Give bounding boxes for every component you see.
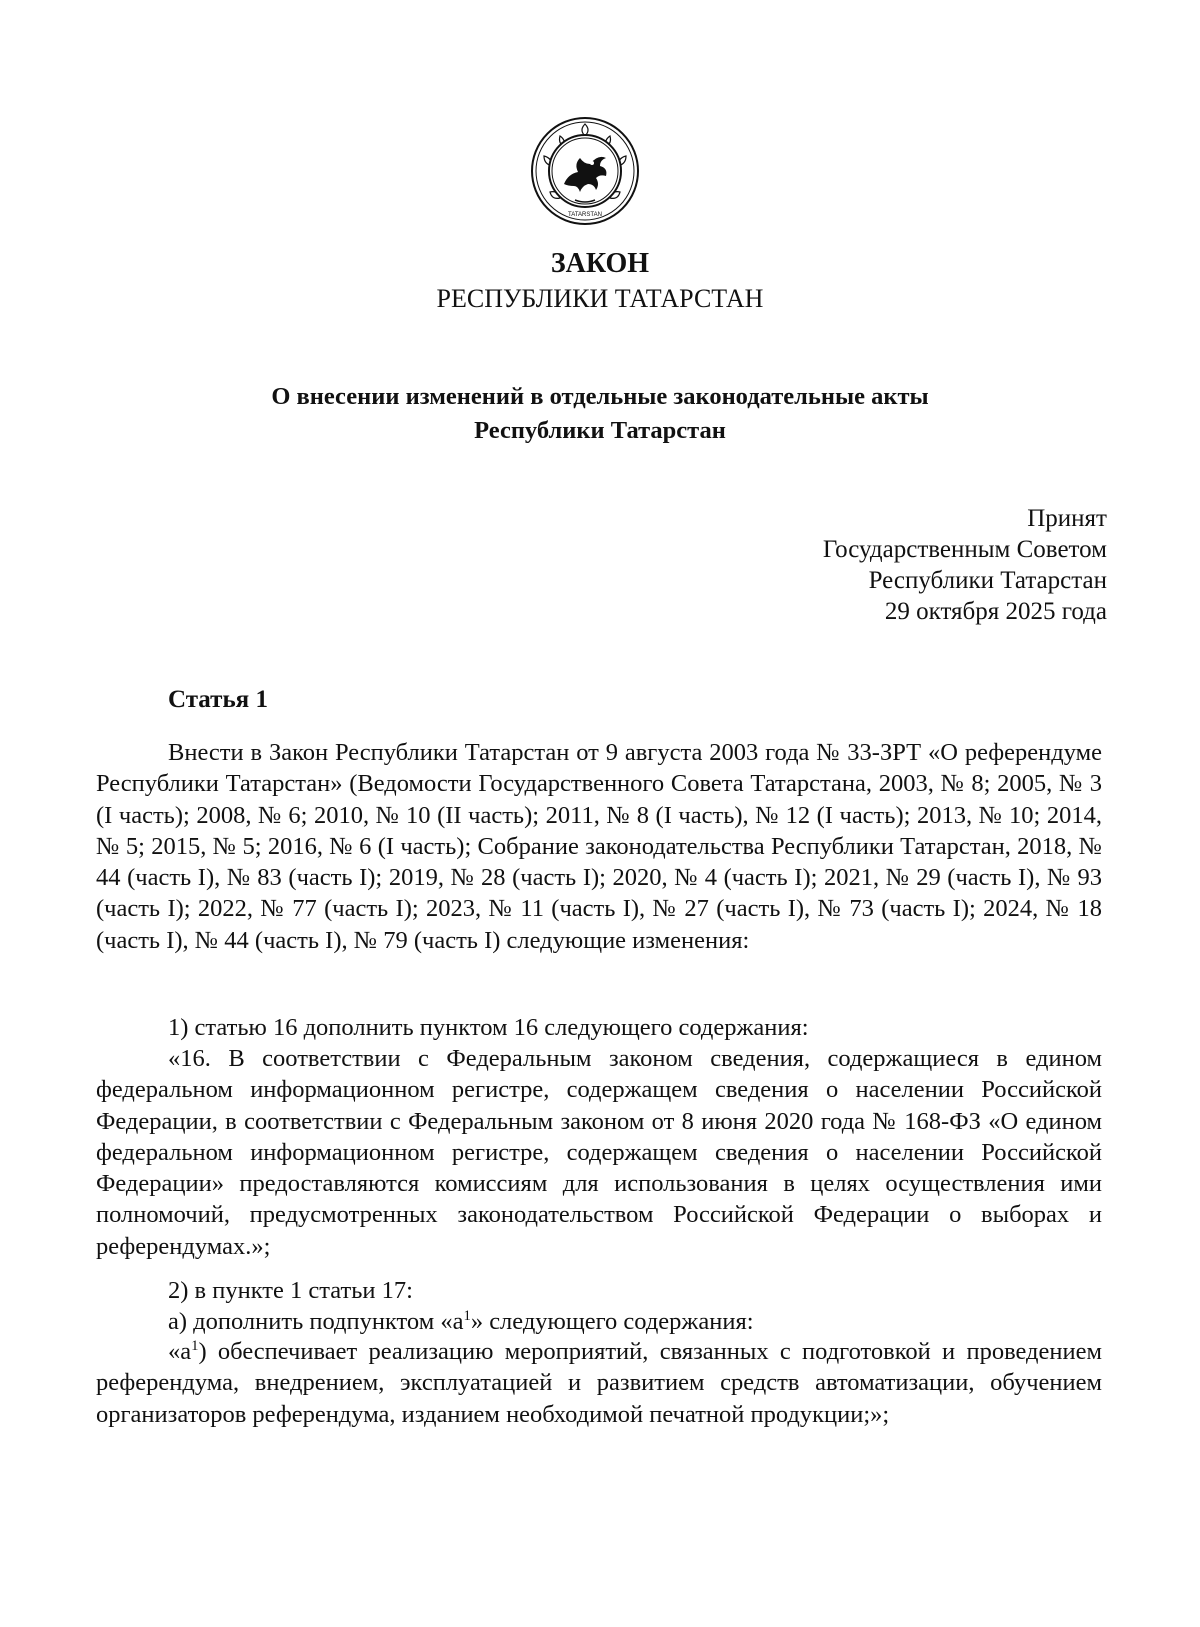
article-intro-paragraph: Внести в Закон Республики Татарстан от 9 августа 2003 года № 33-ЗРТ «О референдуме Республики Татарстан» (Ведомости Государственного Совета Татарстана, 2003, № 8; 2005, № 3 (I часть); 2008, № 6; 2010, № 10 (II часть); 2011, № 8 (I часть), № 12 (I часть); 2013, № 10; 2014, № 5; 2015, № 5; 2016, № 6 (I часть); Собрание законодательства Республики Татарстан, 2018, № 44 (часть I), № 83 (часть I); 2019, № 28 (часть I); 2020, № 4 (часть I); 2021, № 29 (часть I), № 93 (часть I); 2022, № 77 (часть I); 2023, № 11 (часть I), № 27 (часть I), № 73 (часть I); 2024, № 18 (часть I), № 44 (часть I), № 79 (часть I) следующие изменения: xyxy=(96,739,1102,954)
law-subject xyxy=(0,380,1200,448)
law-title: ЗАКОН xyxy=(550,248,650,279)
adoption-line-3: Республики Татарстан xyxy=(868,567,1107,594)
coat-of-arms-tatarstan-icon xyxy=(530,116,640,226)
subject-line-2: Республики Татарстан xyxy=(474,417,726,444)
item-2: 2) в пункте 1 статьи 17: xyxy=(168,1277,413,1304)
item-1-quote: «16. В соответствии с Федеральным законом сведения, содержащиеся в едином федеральном информационном регистре, содержащем сведения о населении Российской Федерации, в соответствии с Федеральным законом от 8 июня 2020 года № 168-ФЗ «О едином федеральном информационном регистре, содержащем сведения о населении Российской Федерации» предоставляются комиссиям для использования в целях осуществления ими полномочий, предусмотренных законодательством Российской Федерации о выборах и референдумах.»; xyxy=(96,1045,1102,1260)
item-2a-quote: «$а^1$) обеспечивает реализацию мероприятий, связанных с подготовкой и проведением референдума, внедрением, эксплуатацией и развитием средств автоматизации, обучением организаторов референдума, изданием необходимой печатной продукции;»; xyxy=(96,1337,1102,1428)
article-heading: Статья 1 xyxy=(168,686,268,713)
svg-text:TATARSTAN: TATARSTAN xyxy=(568,212,602,218)
adoption-line-1: Принят xyxy=(1027,505,1107,532)
republic-title: РЕСПУБЛИКИ ТАТАРСТАН xyxy=(436,284,764,313)
adoption-line-2: Государственным Советом xyxy=(822,536,1107,563)
adoption-block xyxy=(823,503,1107,627)
item-1: 1) статью 16 дополнить пунктом 16 следующего содержания: xyxy=(168,1014,809,1041)
adoption-date: 29 октября 2025 года xyxy=(884,598,1107,625)
subject-line-1: О внесении изменений в отдельные законодательные акты xyxy=(271,383,929,410)
item-2a: а) дополнить подпунктом «$а^1$» следующего содержания: xyxy=(168,1307,754,1335)
